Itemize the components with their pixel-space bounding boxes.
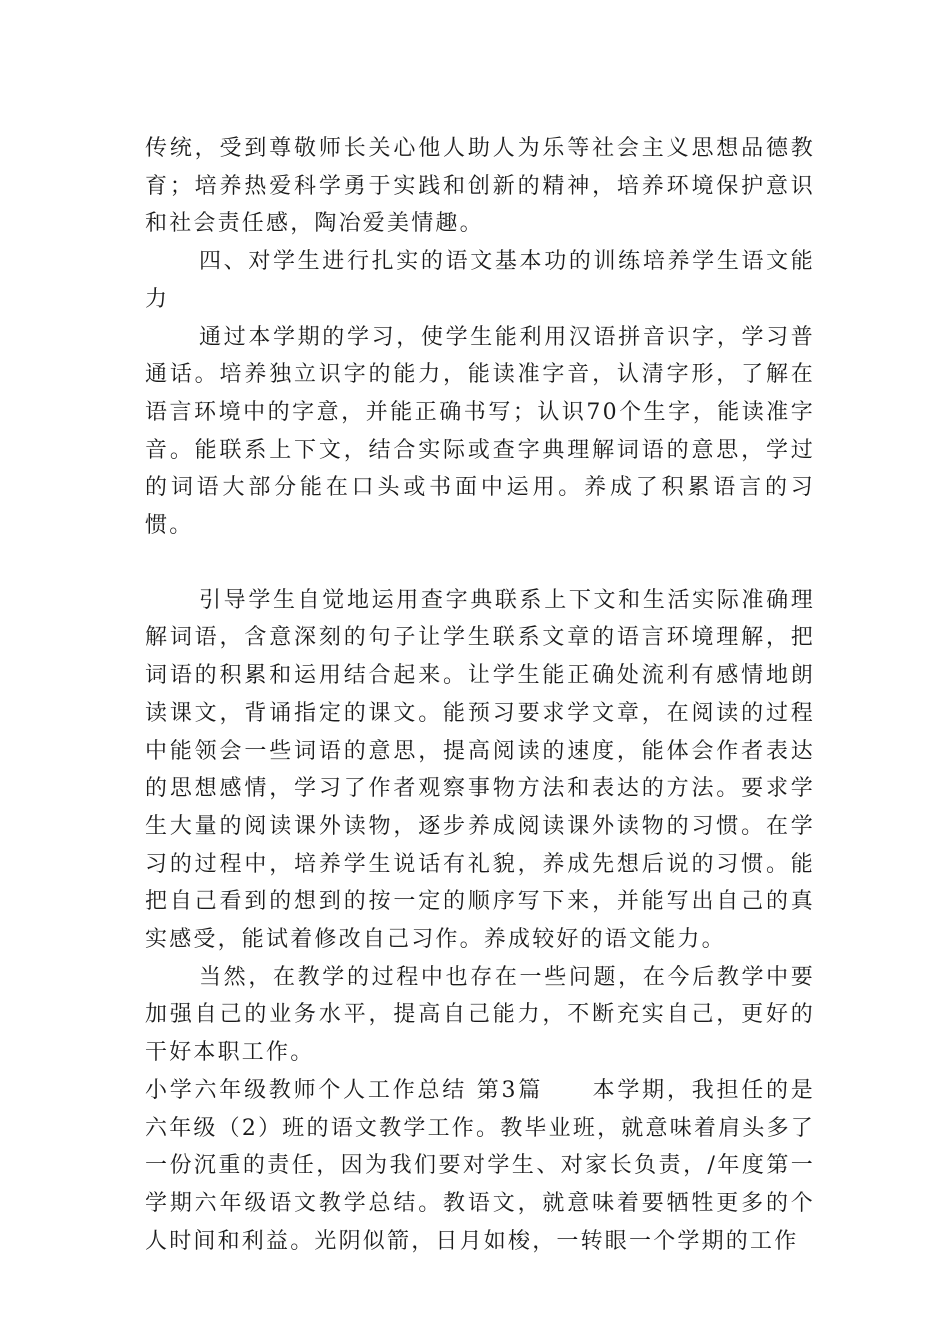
- paragraph-spacer: [145, 545, 815, 582]
- section-heading-four: 四、对学生进行扎实的语文基本功的训练培养学生语文能力: [145, 249, 815, 312]
- paragraph-reading-guidance: 引导学生自觉地运用查字典联系上下文和生活实际准确理解词语，含意深刻的句子让学生联系文章的语言环境理解，把词语的积累和运用结合起来。让学生能正确处流利有感情地朗读课文，背诵指定的课文。能预习要求学文章，在阅读的过程中能领会一些词语的意思，提高阅读的速度，能体会作者表达的思想感情，学习了作者观察事物方法和表达的方法。要求学生大量的阅读课外读物，逐步养成阅读课外读物的习惯。在学习的过程中，培养学生说话有礼貌，养成先想后说的习惯。能把自己看到的想到的按一定的顺序写下来，并能写出自己的真实感受，能试着修改自己习作。养成较好的语文能力。: [145, 587, 815, 953]
- paragraph-problems: 当然，在教学的过程中也存在一些问题，在今后教学中要加强自己的业务水平，提高自己能力，不断充实自己，更好的干好本职工作。: [145, 964, 815, 1066]
- paragraph-moral-education-continued: 传统，受到尊敬师长关心他人助人为乐等社会主义思想品德教育；培养热爱科学勇于实践和创新的精神，培养环境保护意识和社会责任感，陶冶爱美情趣。: [145, 136, 815, 237]
- document-body: [145, 130, 815, 1260]
- paragraph-literacy: 通过本学期的学习，使学生能利用汉语拼音识字，学习普通话。培养独立识字的能力，能读准字音，认清字形，了解在语言环境中的字意，并能正确书写；认识70个生字，能读准字音。能联系上下文，结合实际或查字典理解词语的意思，学过的词语大部分能在口头或书面中运用。养成了积累语言的习惯。: [145, 324, 815, 539]
- paragraph-article-three: 小学六年级教师个人工作总结 第3篇 本学期，我担任的是六年级（2）班的语文教学工作。教毕业班，就意味着肩头多了一份沉重的责任，因为我们要对学生、对家长负责，/年度第一学期六年级语文教学总结。教语文，就意味着要牺牲更多的个人时间和利益。光阴似箭，日月如梭，一转眼一个学期的工作: [145, 1077, 815, 1254]
